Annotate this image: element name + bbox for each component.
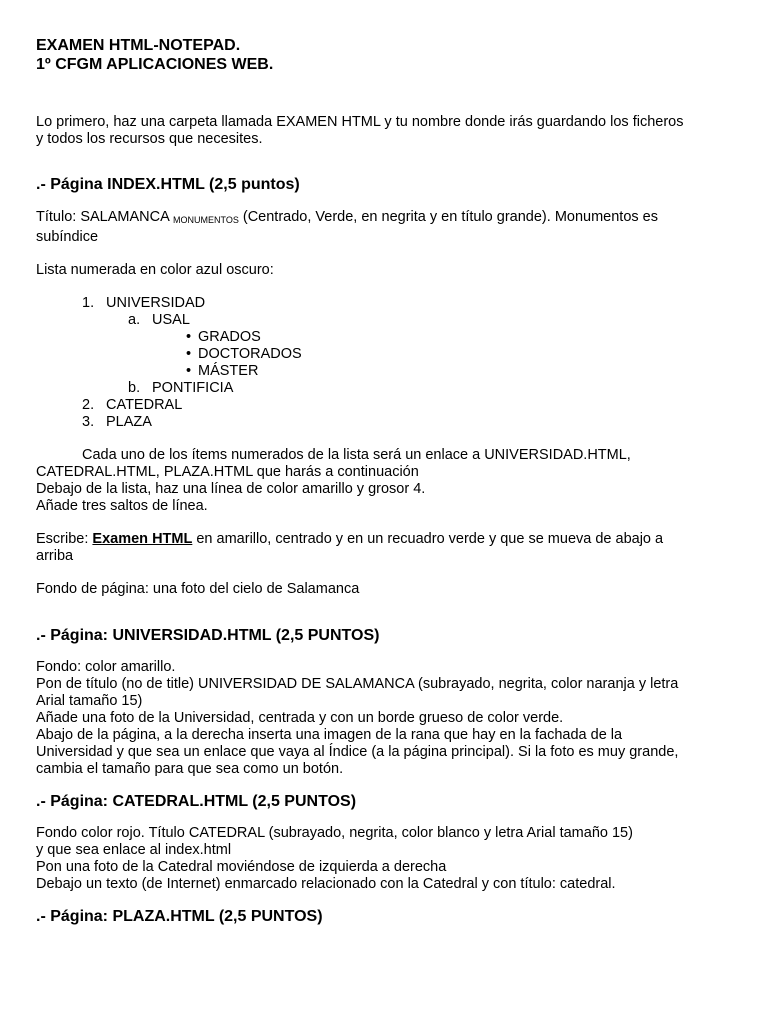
title-line2: subíndice xyxy=(36,229,99,245)
catedral-body: Fondo color rojo. Título CATEDRAL (subrayado, negrita, color blanco y letra Arial tamaño 15) y que sea enlace al index.html Pon una foto de la Catedral moviéndose de izquierda a derecha Debajo un texto (de Internet) enmarcado relacionado con la Catedral y con título: catedral. xyxy=(36,825,633,892)
universidad-body: Fondo: color amarillo. Pon de título (no de title) UNIVERSIDAD DE SALAMANCA (subrayado, negrita, color naranja y letra Arial tamaño 15) Añade una foto de la Universidad, centrada y con un borde grueso de color verde. Abajo de la página, a la derecha inserta una imagen de la rana que hay en la fachada de la Universidad y que sea un enlace que vaya al Índice (a la página principal). Si la foto es muy grande, cambia el tamaño para que sea como un botón. xyxy=(36,659,679,777)
escribe-paragraph: Escribe: Examen HTML en amarillo, centrado y en un recuadro verde y que se mueva de abajo a arriba xyxy=(36,531,664,564)
document-header xyxy=(36,36,736,74)
examen-html-emphasis: Examen HTML xyxy=(92,531,193,547)
title-suffix: (Centrado, Verde, en negrita y en título grande). Monumentos es xyxy=(238,209,658,225)
exam-title: EXAMEN HTML-NOTEPAD. xyxy=(36,37,241,54)
document-page xyxy=(36,36,736,926)
universidad-heading: .- Página: UNIVERSIDAD.HTML (2,5 PUNTOS) xyxy=(36,627,380,644)
list-item: b. PONTIFICIA xyxy=(128,380,234,396)
list-item: a. USAL xyxy=(128,312,190,328)
catedral-heading: .- Página: CATEDRAL.HTML (2,5 PUNTOS) xyxy=(36,793,357,810)
list-item: • GRADOS xyxy=(186,329,261,345)
intro-line: Lo primero, haz una carpeta llamada EXAMEN HTML y tu nombre donde irás guardando los ficheros xyxy=(36,114,684,130)
list-item: • DOCTORADOS xyxy=(186,346,302,362)
numbered-list xyxy=(36,295,736,431)
intro-line: y todos los recursos que necesites. xyxy=(36,131,263,147)
fondo-line: Fondo de página: una foto del cielo de Salamanca xyxy=(36,581,360,597)
list-links-paragraph: Cada uno de los ítems numerados de la lista será un enlace a UNIVERSIDAD.HTML, CATEDRAL.HTML, PLAZA.HTML que harás a continuación Debajo de la lista, haz una línea de color amarillo y grosor 4. Añade tres saltos de línea. xyxy=(36,447,631,514)
plaza-heading: .- Página: PLAZA.HTML (2,5 PUNTOS) xyxy=(36,908,323,925)
intro-paragraph xyxy=(36,114,736,148)
course-title: 1º CFGM APLICACIONES WEB. xyxy=(36,56,274,73)
list-item: 2. CATEDRAL xyxy=(82,397,183,413)
list-item: • MÁSTER xyxy=(186,363,259,379)
index-title-instruction xyxy=(36,209,736,246)
index-heading: .- Página INDEX.HTML (2,5 puntos) xyxy=(36,176,300,193)
list-item: 3. PLAZA xyxy=(82,414,152,430)
title-subscript: MONUMENTOS xyxy=(173,215,239,225)
title-prefix: Título: SALAMANCA xyxy=(36,209,173,225)
list-item: 1. UNIVERSIDAD xyxy=(82,295,206,311)
list-intro: Lista numerada en color azul oscuro: xyxy=(36,262,274,278)
